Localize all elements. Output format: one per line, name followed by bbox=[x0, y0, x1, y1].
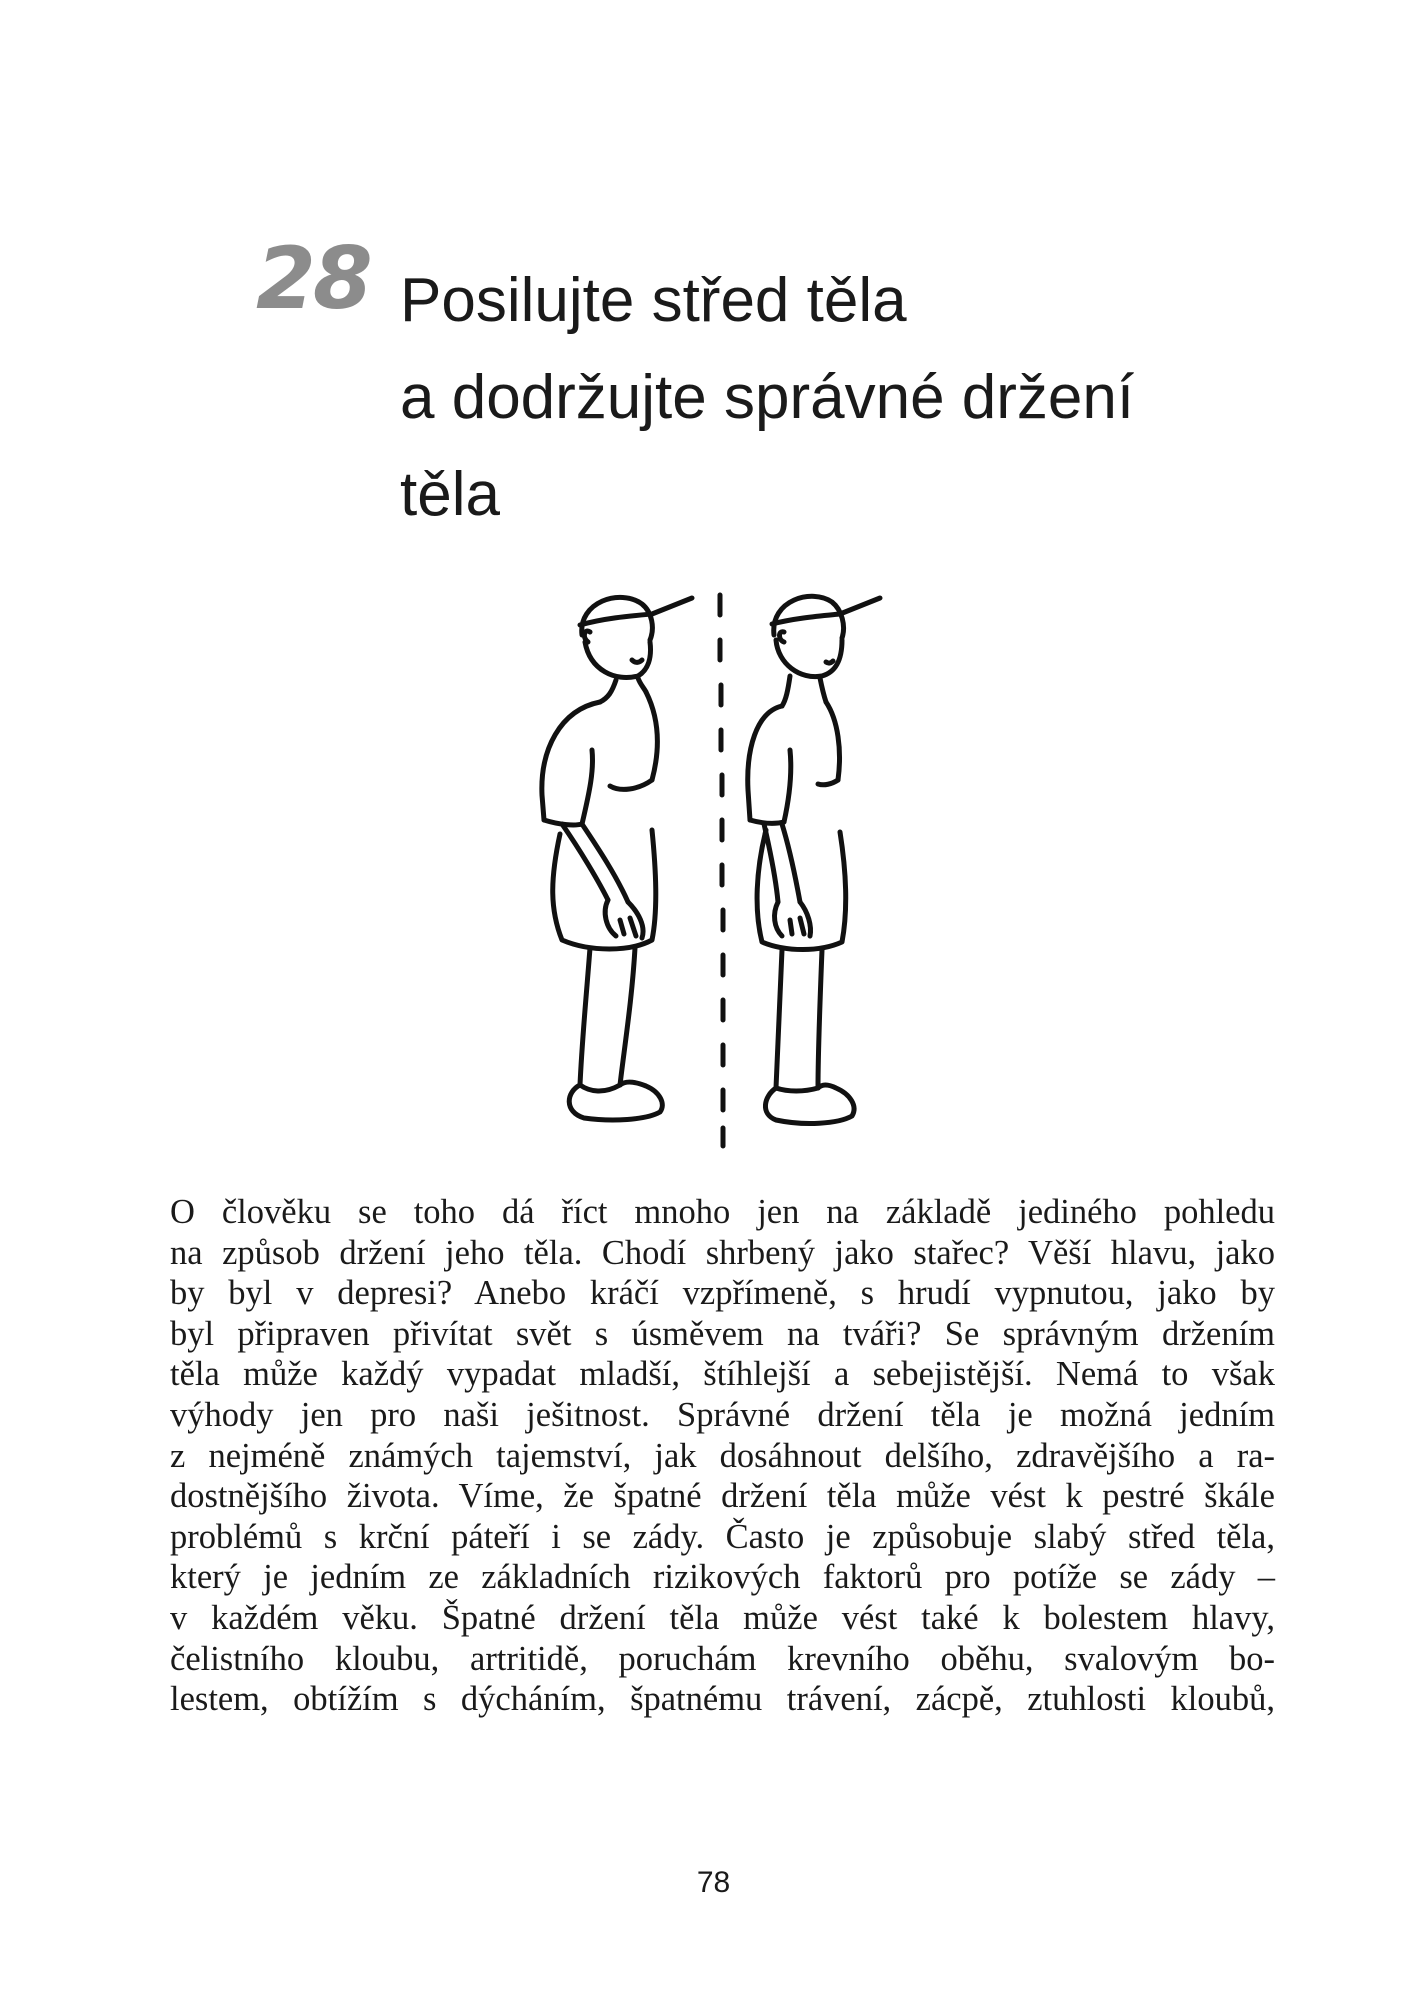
body-line: by byl v depresi? Anebo kráčí vzpřímeně, s hrudí vypnutou, jako by bbox=[170, 1274, 1275, 1313]
chapter-number: 28 bbox=[256, 229, 370, 329]
body-line: O člověku se toho dá říct mnoho jen na základě jediného pohledu bbox=[170, 1193, 1275, 1231]
body-line: byl připraven přivítat svět s úsměvem na tváři? Se správným držením bbox=[170, 1314, 1275, 1353]
body-line: z nejméně známých tajemství, jak dosáhnout delšího, zdravějšího a ra- bbox=[170, 1436, 1275, 1475]
posture-line bbox=[720, 595, 723, 1146]
body-line: čelistního kloubu, artritidě, poruchám krevního oběhu, svalovým bo- bbox=[170, 1639, 1275, 1678]
posture-illustration bbox=[520, 580, 940, 1170]
body-line: na způsob držení jeho těla. Chodí shrbený jako stařec? Věší hlavu, jako bbox=[170, 1233, 1275, 1272]
chapter-title bbox=[400, 252, 1300, 543]
body-line: dostnějšího života. Víme, že špatné držení těla může vést k pestré škále bbox=[170, 1477, 1275, 1516]
body-line: který je jedním ze základních rizikových faktorů pro potíže se zády – bbox=[170, 1558, 1275, 1597]
upright-figure bbox=[748, 596, 880, 1123]
body-text bbox=[170, 1192, 1275, 1720]
body-line: lestem, obtížím s dýcháním, špatnému trávení, zácpě, ztuhlosti kloubů, bbox=[170, 1680, 1275, 1719]
body-line: výhody jen pro naši ješitnost. Správné držení těla je možná jedním bbox=[170, 1395, 1275, 1434]
slouched-figure bbox=[542, 597, 692, 1120]
chapter-title-line: a dodržujte správné držení bbox=[400, 363, 1135, 432]
page-number: 78 bbox=[696, 1866, 731, 1899]
body-line: v každém věku. Špatné držení těla může vést také k bolestem hlavy, bbox=[170, 1598, 1275, 1637]
body-line: problémů s krční páteří i se zády. Často je způsobuje slabý střed těla, bbox=[170, 1517, 1275, 1556]
body-line: těla může každý vypadat mladší, štíhlejší a sebejistější. Nemá to však bbox=[170, 1355, 1275, 1394]
chapter-title-line: Posilujte střed těla bbox=[400, 266, 907, 335]
chapter-title-line: těla bbox=[400, 460, 500, 529]
